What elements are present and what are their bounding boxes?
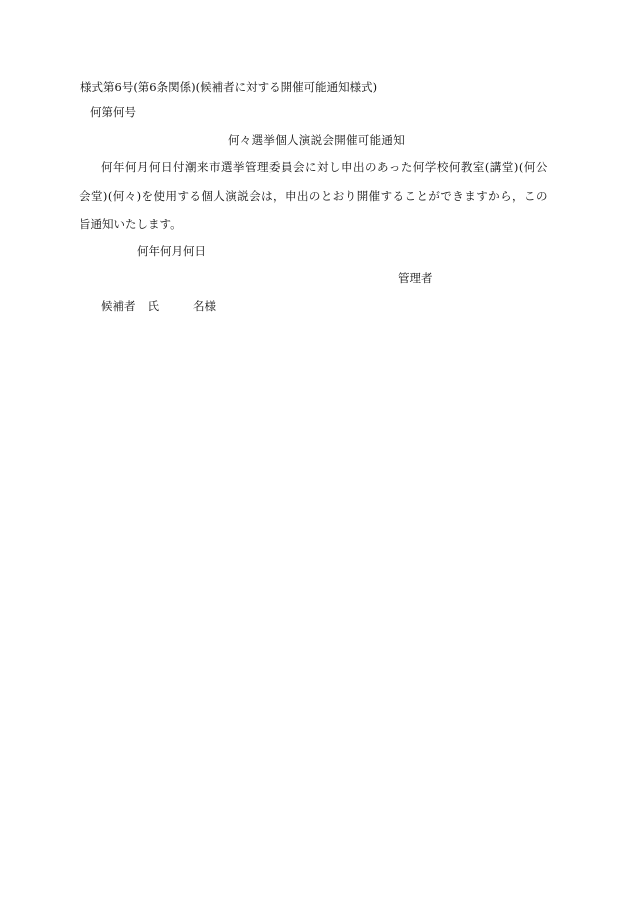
document-number: 何第何号 (90, 105, 136, 119)
sender-label: 管理者 (398, 271, 433, 285)
addressee-name: 氏 (147, 299, 159, 313)
body-line-2: 会堂)(何々)を使用する個人演説会は，申出のとおり開催することができますから，この (79, 189, 548, 203)
form-heading: 様式第6号(第6条関係)(候補者に対する開催可能通知様式) (80, 80, 378, 94)
body-line-3: 旨通知いたします。 (79, 217, 182, 231)
date-line: 何年何月何日 (137, 244, 206, 258)
addressee-prefix: 候補者 (101, 299, 136, 313)
document-title: 何々選挙個人演説会開催可能通知 (228, 133, 405, 147)
addressee-suffix: 名様 (193, 299, 216, 313)
body-line-1: 何年何月何日付潮来市選挙管理委員会に対し申出のあった何学校何教室(講堂)(何公 (101, 160, 548, 174)
addressee (101, 301, 216, 313)
